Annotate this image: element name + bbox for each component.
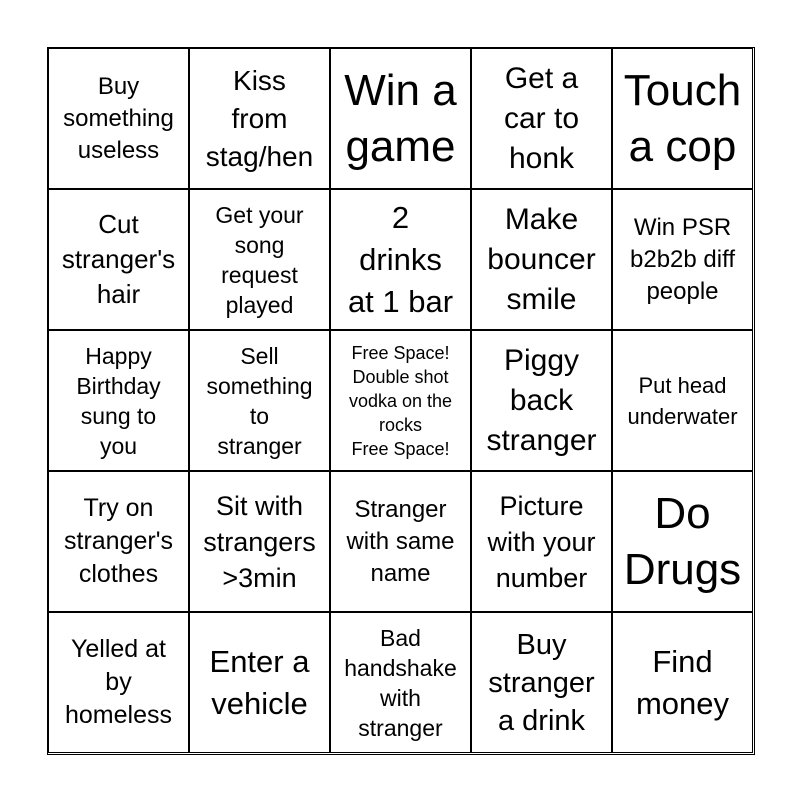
cell-text: Sell something to stranger	[206, 342, 313, 459]
cell-text: Enter a vehicle	[209, 643, 310, 721]
cell-text: Kiss from stag/hen	[205, 64, 314, 172]
cell-text: Touch a cop	[623, 65, 742, 171]
bingo-cell-5-4[interactable]	[471, 612, 612, 753]
bingo-cell-3-3-free-space[interactable]	[330, 330, 471, 471]
cell-text: Get a car to honk	[503, 61, 580, 175]
bingo-cell-1-3[interactable]	[330, 48, 471, 189]
bingo-cell-3-4[interactable]	[471, 330, 612, 471]
bingo-cell-5-2[interactable]	[189, 612, 330, 753]
cell-text: Picture with your number	[487, 490, 596, 593]
bingo-cell-5-3[interactable]	[330, 612, 471, 753]
bingo-cell-5-5[interactable]	[612, 612, 753, 753]
cell-text: Bad handshake with stranger	[344, 624, 457, 741]
cell-text: Stranger with same name	[346, 495, 455, 587]
bingo-cell-2-2[interactable]	[189, 189, 330, 330]
bingo-cell-3-5[interactable]	[612, 330, 753, 471]
cell-text: Get your song request played	[215, 201, 304, 318]
bingo-cell-4-2[interactable]	[189, 471, 330, 612]
bingo-cell-1-2[interactable]	[189, 48, 330, 189]
cell-text: Free Space! Double shot vodka on the rocks Free Space!	[348, 342, 453, 459]
bingo-cell-4-5[interactable]	[612, 471, 753, 612]
cell-text: Cut stranger's hair	[61, 209, 176, 309]
bingo-cell-2-3[interactable]	[330, 189, 471, 330]
bingo-cell-1-4[interactable]	[471, 48, 612, 189]
bingo-cell-3-2[interactable]	[189, 330, 330, 471]
bingo-cell-2-1[interactable]	[48, 189, 189, 330]
cell-text: Make bouncer smile	[487, 202, 596, 316]
bingo-cell-5-1[interactable]	[48, 612, 189, 753]
cell-text: 2 drinks at 1 bar	[347, 199, 454, 319]
bingo-cell-4-3[interactable]	[330, 471, 471, 612]
bingo-cell-1-5[interactable]	[612, 48, 753, 189]
bingo-cell-4-4[interactable]	[471, 471, 612, 612]
cell-text: Win PSR b2b2b diff people	[630, 213, 735, 305]
cell-text: Do Drugs	[623, 488, 742, 594]
cell-text: Buy something useless	[63, 72, 174, 164]
cell-text: Put head underwater	[627, 372, 738, 429]
bingo-board	[47, 47, 755, 755]
cell-text: Piggy back stranger	[486, 343, 597, 457]
cell-text: Yelled at by homeless	[65, 635, 172, 729]
cell-text: Win a game	[344, 65, 457, 171]
cell-text: Buy stranger a drink	[488, 628, 595, 737]
cell-text: Happy Birthday sung to you	[76, 342, 161, 459]
bingo-cell-4-1[interactable]	[48, 471, 189, 612]
bingo-cell-1-1[interactable]	[48, 48, 189, 189]
bingo-cell-3-1[interactable]	[48, 330, 189, 471]
cell-text: Try on stranger's clothes	[64, 494, 173, 588]
bingo-cell-2-5[interactable]	[612, 189, 753, 330]
cell-text: Find money	[635, 643, 730, 721]
bingo-cell-2-4[interactable]	[471, 189, 612, 330]
cell-text: Sit with strangers >3min	[203, 490, 316, 593]
